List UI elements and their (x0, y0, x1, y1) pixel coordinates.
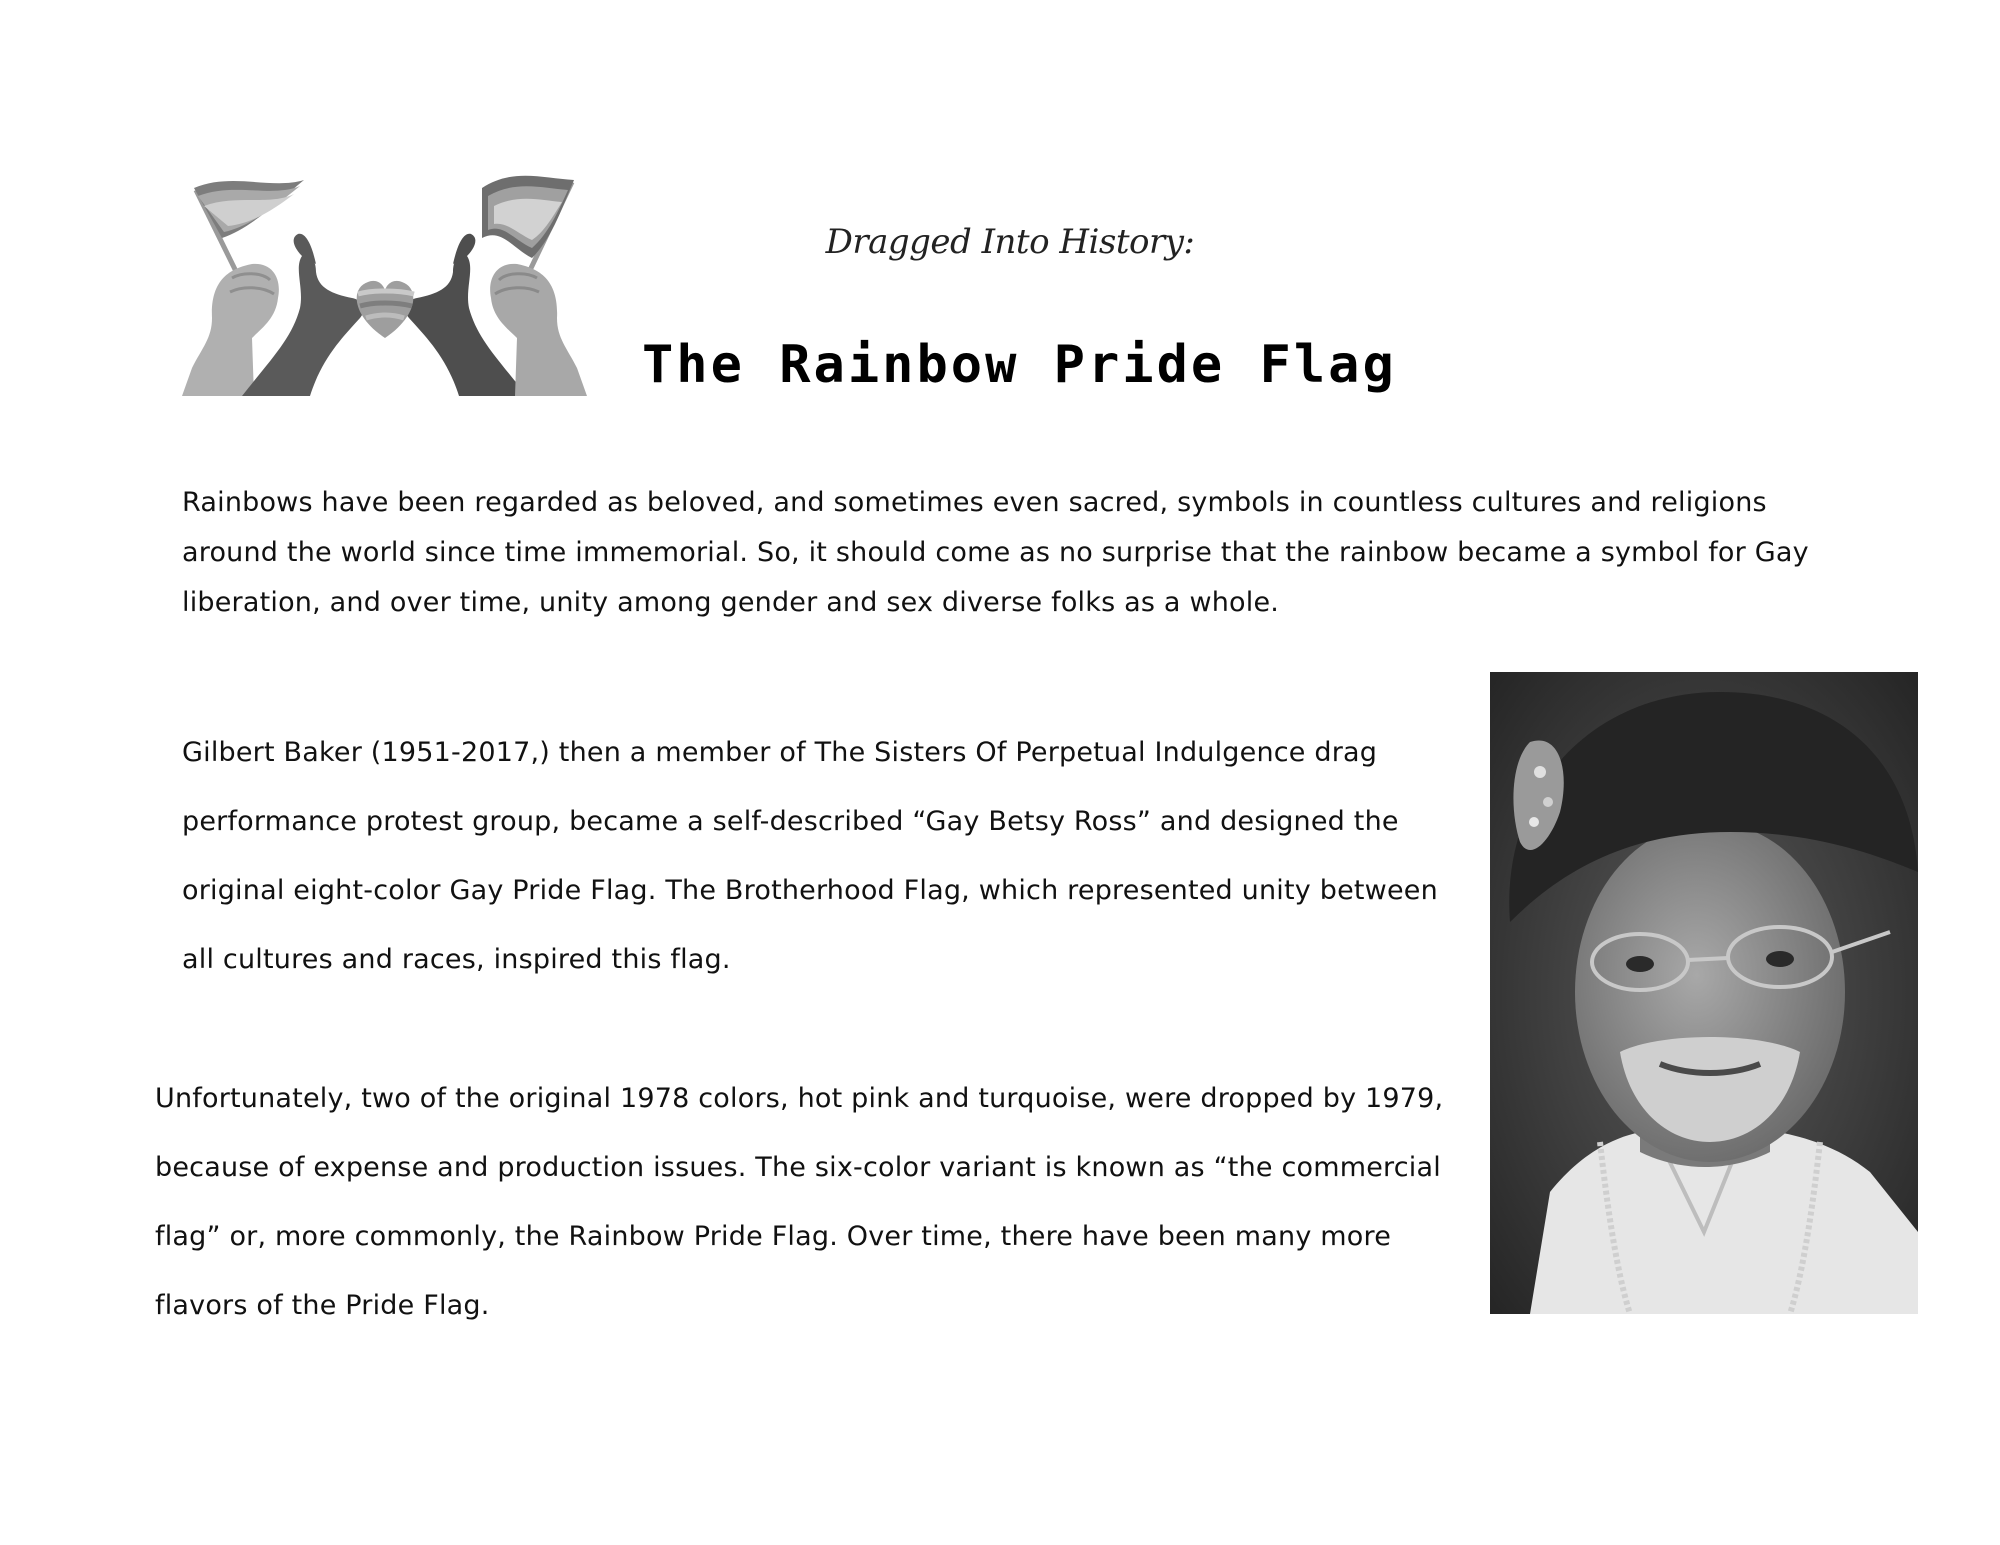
gilbert-baker-paragraph: Gilbert Baker (1951-2017,) then a member of The Sisters Of Perpetual Indulgence drag performance protest group, became a self-described “Gay Betsy Ross” and designed the original eight-color Gay Pride Flag. The Brotherhood Flag, which represented unity between all cultures and races, inspired this flag. (182, 737, 1438, 975)
dropped-colors-paragraph: Unfortunately, two of the original 1978 colors, hot pink and turquoise, were dropped by 1979, because of expense and production issues. The six-color variant is known as “the commercial flag” or, more commonly, the Rainbow Pride Flag. Over time, there have been many more flavors of the Pride Flag. (155, 1083, 1444, 1321)
page-title: The Rainbow Pride Flag (642, 335, 1397, 395)
portrait-photo (1490, 672, 1918, 1314)
hands-flags-heart-illustration (182, 168, 587, 396)
page-subtitle: Dragged Into History: (825, 222, 1195, 262)
intro-paragraph: Rainbows have been regarded as beloved, and sometimes even sacred, symbols in countless cultures and religions around the world since time immemorial. So, it should come as no surprise that the rainbow became a symbol for Gay liberation, and over time, unity among gender and sex diverse folks as a whole. (182, 487, 1809, 618)
